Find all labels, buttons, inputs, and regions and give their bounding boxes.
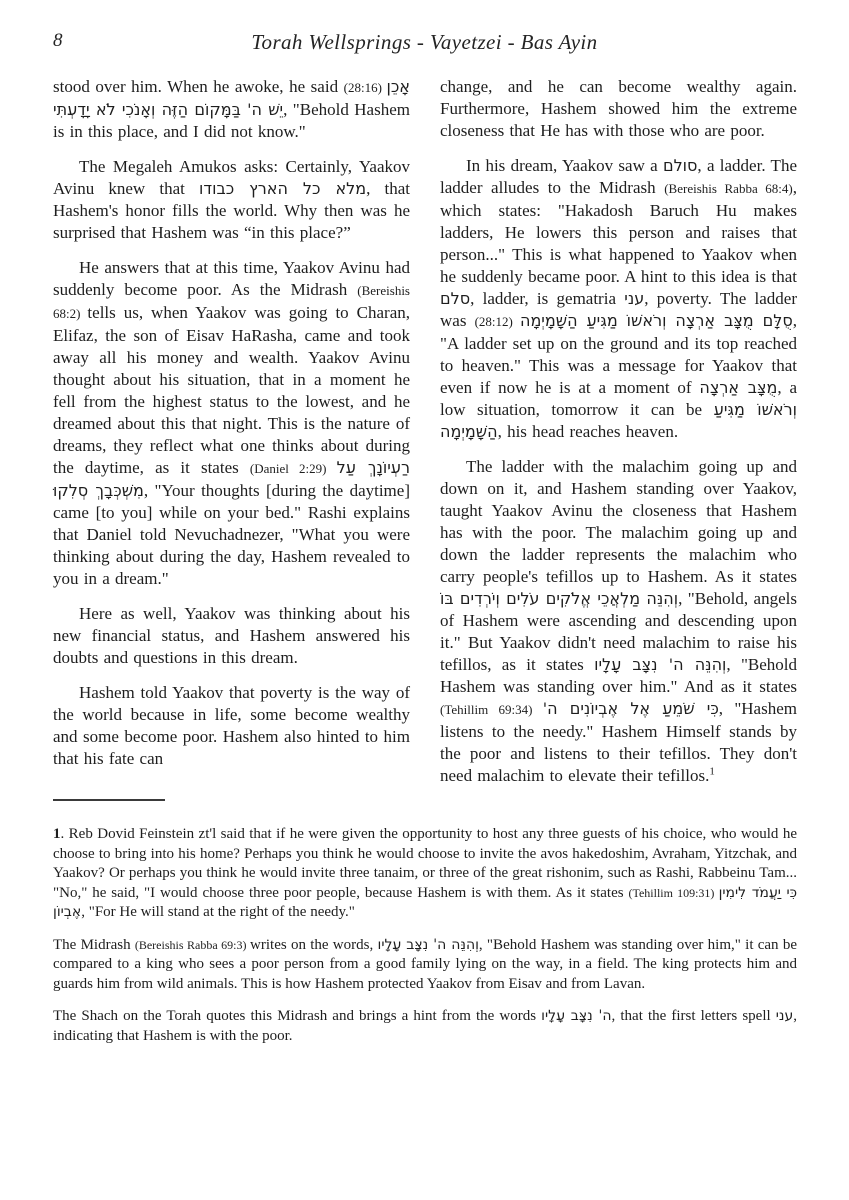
paragraph bbox=[53, 603, 410, 669]
footnotes-section bbox=[0, 799, 849, 1046]
text-run: , a low situation, tomorrow it can be bbox=[440, 378, 798, 419]
hebrew-phrase: עני bbox=[775, 1008, 794, 1024]
hebrew-phrase: וְרֹאשׁוֹ מַגִּיעַ הַשָּׁמָיְמָה bbox=[440, 400, 798, 441]
page-number: 8 bbox=[53, 30, 63, 51]
footnote-divider bbox=[53, 799, 165, 801]
paragraph bbox=[440, 76, 797, 142]
text-run: , indicating that Hashem is with the poor. bbox=[53, 1008, 798, 1044]
citation-ref: (Bereishis Rabba 69:3) bbox=[134, 937, 251, 952]
text-run: , poverty. The ladder was bbox=[440, 289, 797, 330]
body-columns bbox=[0, 76, 849, 787]
citation-ref: (Tehillim 109:31) bbox=[628, 885, 719, 900]
paragraph bbox=[440, 456, 797, 787]
citation-ref: (28:12) bbox=[474, 314, 520, 329]
text-run: The Midrash bbox=[53, 936, 135, 953]
text-run: , his head reaches heaven. bbox=[497, 422, 679, 441]
text-run: , a ladder. The ladder alludes to the Midrash bbox=[440, 156, 797, 197]
footnote bbox=[53, 825, 797, 923]
hebrew-phrase: מלא כל הארץ כבודו bbox=[198, 179, 367, 198]
text-run: , "Your thoughts [during the daytime] came [to you] while on your bed." Rashi explains that Daniel told Nevuchadnezer, "What you were thinking about during the day, Hashem revealed to you in a dream." bbox=[53, 481, 410, 588]
hebrew-phrase: עני bbox=[624, 289, 645, 308]
text-run: . Reb Dovid Feinstein zt'l said that if he were given the opportunity to host any three guests of his choice, who would he choose to bring into his home? Perhaps you think he would choose to invite the avos hakedoshim, Avraham, Yitzchak, and Yaakov? Or perhaps you think he would invite three tanaim, or three of the great rishonim, such as Rashi, Rabbeinu Tam... "No," he said, "I would choose three poor people, because Hashem is with them. As it states bbox=[53, 826, 797, 901]
text-run: The Shach on the Torah quotes this Midrash and brings a hint from the words bbox=[53, 1008, 542, 1024]
text-run: , "Behold Hashem was standing over him," it can be compared to a king who sees a poor person from a good family lying on the way, in a field. The king protects him and guards him from wild animals. This is how Hashem protected Yaakov from Eisav and from Lavan. bbox=[53, 936, 797, 992]
text-run: He answers that at this time, Yaakov Avinu had suddenly become poor. As the Midrash bbox=[53, 258, 410, 299]
text-run: tells us, when Yaakov was going to Charan, Elifaz, the son of Eisav HaRasha, came and took away all his money and wealth. Yaakov Avinu thought about his situation, that in a moment he fell from the highest status to the lowest, and he dreamed about this that night. This is the nature of dreams, they reflect what one thinks about during the daytime, as it states bbox=[53, 303, 410, 477]
text-run: change, and he can become wealthy again. Furthermore, Hashem showed him the extreme closeness that He has with those who are poor. bbox=[440, 77, 797, 140]
text-run: The ladder with the malachim going up and down on it, and Hashem standing over Yaakov, taught Yaakov Avinu the closeness that Hashem has with the poor. The malachim going up and down the ladder represents the malachim who carry people's tefillos up to Hashem. As it states bbox=[440, 457, 797, 586]
hebrew-phrase: מֻצָּב אַרְצָה bbox=[699, 378, 778, 397]
paragraph bbox=[53, 257, 410, 590]
paragraph bbox=[440, 155, 797, 443]
hebrew-phrase: סלם bbox=[440, 289, 471, 308]
hebrew-phrase: סולם bbox=[662, 156, 698, 175]
text-run: stood over him. When he awoke, he said bbox=[53, 77, 344, 96]
footnote bbox=[53, 936, 797, 995]
hebrew-phrase: וְהִנֵּה ה' נִצָּב עָלָיו bbox=[594, 655, 727, 674]
text-run: , "A ladder set up on the ground and its top reached to heaven." This was a message for Yaakov that even if now he is at a moment of bbox=[440, 311, 797, 397]
text-run: , that Hashem's honor fills the world. Why then was he surprised that Hashem was “in this place?” bbox=[53, 179, 410, 242]
hebrew-phrase: ה' נִצָּב עָלָיו bbox=[541, 1008, 612, 1024]
citation-ref: (Tehillim 69:34) bbox=[440, 702, 543, 717]
text-run: , "Behold Hashem is in this place, and I did not know." bbox=[53, 100, 410, 141]
right-column bbox=[440, 76, 797, 787]
paragraph bbox=[53, 682, 410, 770]
footnote bbox=[53, 1007, 797, 1046]
paragraph bbox=[53, 76, 410, 143]
text-run: , ladder, is gematria bbox=[470, 289, 625, 308]
citation-ref: (28:16) bbox=[343, 80, 387, 95]
hebrew-phrase: וְהִנֵּה ה' נִצָּב עָלָיו bbox=[377, 936, 479, 953]
citation-ref: (Bereishis Rabba 68:4) bbox=[664, 181, 793, 196]
page-header bbox=[0, 0, 849, 58]
footnote-number: 1 bbox=[53, 826, 61, 842]
footnote-marker: 1 bbox=[709, 765, 715, 778]
text-run: The Megaleh Amukos asks: Certainly, Yaakov Avinu knew that bbox=[53, 157, 410, 198]
citation-ref: (Daniel 2:29) bbox=[249, 461, 337, 476]
hebrew-phrase: רַעְיוֹנָךְ עַל מִשְׁכְּבָךְ סְלִקוּ bbox=[53, 458, 410, 500]
hebrew-phrase: אָכֵן יֵשׁ ה' בַּמָּקוֹם הַזֶּה וְאָנֹכִי לֹא יָדָעְתִּי bbox=[53, 77, 410, 119]
page-title: Torah Wellsprings - Vayetzei - Bas Ayin bbox=[251, 30, 598, 54]
hebrew-phrase: סֻלָּם מֻצָּב אַרְצָה וְרֹאשׁוֹ מַגִּיעַ הַשָּׁמָיְמָה bbox=[519, 311, 793, 330]
text-run: , that the first letters spell bbox=[611, 1008, 776, 1024]
text-run: , "For He will stand at the right of the needy." bbox=[81, 904, 355, 920]
paragraph bbox=[53, 156, 410, 244]
hebrew-phrase: כִּי יַעֲמֹד לִימִין אֶבְיוֹן bbox=[53, 884, 797, 920]
text-run: , "Behold Hashem was standing over him." And as it states bbox=[440, 655, 797, 696]
text-run: , "Behold, angels of Hashem were ascending and descending upon it." But Yaakov didn't need malachim to raise his tefillos, as it states bbox=[440, 589, 797, 674]
citation-ref: (Bereishis 68:2) bbox=[53, 283, 410, 321]
text-run: Hashem told Yaakov that poverty is the way of the world because in life, some become wealthy and some become poor. Hashem also hinted to him that his fate can bbox=[53, 683, 410, 768]
text-run: In his dream, Yaakov saw a bbox=[466, 156, 663, 175]
text-run: writes on the words, bbox=[250, 936, 378, 953]
hebrew-phrase: וְהִנֵּה מַלְאֲכֵי אֱלֹקִים עֹלִים וְיֹרְדִים בּוֹ bbox=[440, 589, 679, 608]
text-run: , which states: "Hakadosh Baruch Hu makes ladders, He lowers this person and raises that person..." This is what happened to Yaakov when he suddenly became poor. A hint to this idea is that bbox=[440, 178, 798, 286]
text-run: Here as well, Yaakov was thinking about his new financial status, and Hashem answered his doubts and questions in this dream. bbox=[53, 604, 410, 667]
text-run: , "Hashem listens to the needy." Hashem Himself stands by the poor and listens to their tefillos. They don't need malachim to elevate their tefillos. bbox=[440, 699, 797, 785]
left-column bbox=[53, 76, 410, 787]
hebrew-phrase: כִּי שֹׁמֵעַ אֶל אֶבְיוֹנִים ה' bbox=[542, 699, 719, 718]
